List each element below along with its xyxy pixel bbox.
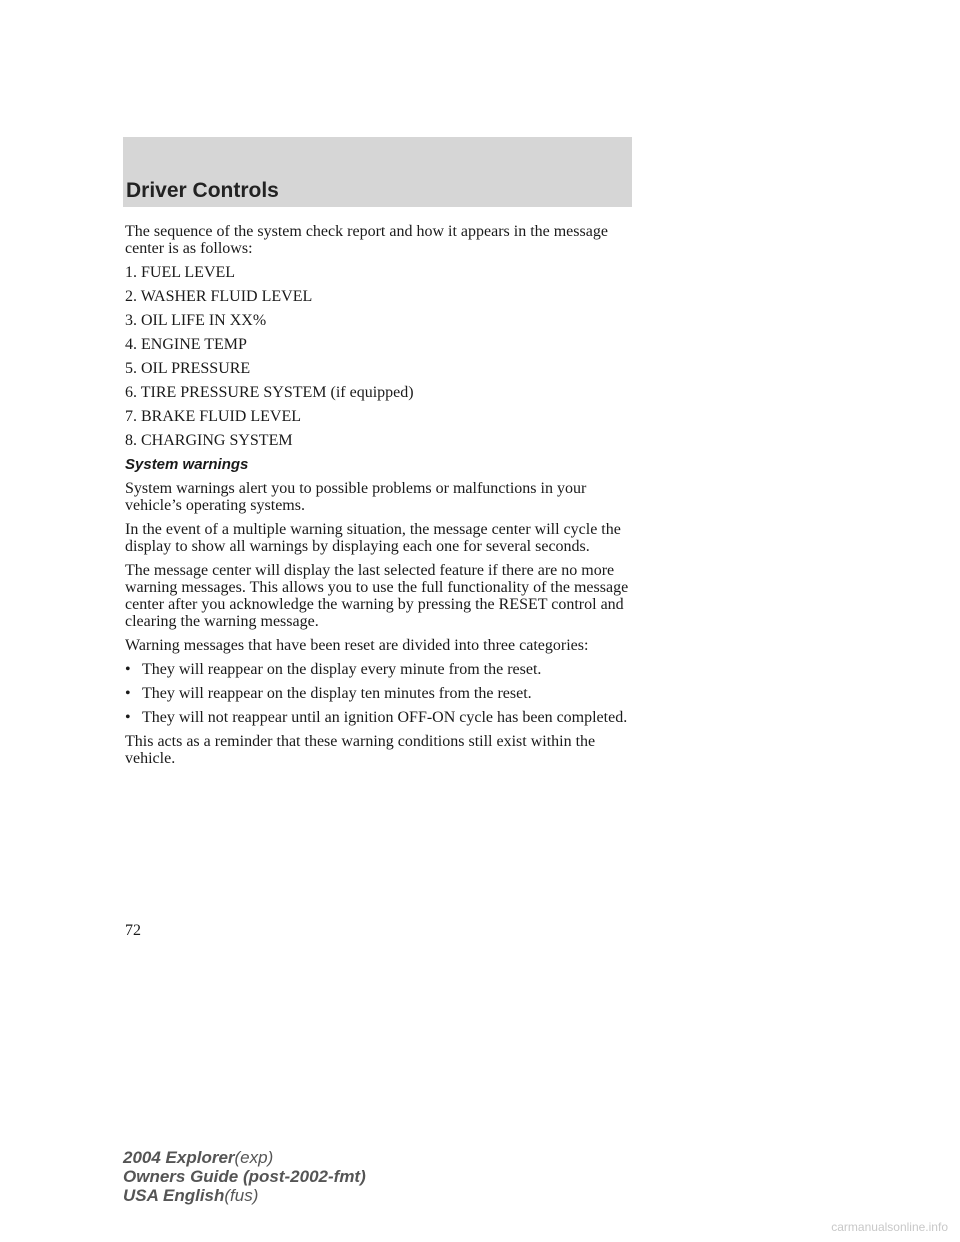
paragraph: In the event of a multiple warning situation, the message center will cycle the display to show all warnings by displaying each one for several seconds. — [125, 521, 621, 555]
bullet-list — [125, 661, 635, 726]
intro-paragraph: The sequence of the system check report and how it appears in the message center is as follows: — [125, 223, 608, 257]
bullet-item — [125, 661, 635, 678]
paragraph: System warnings alert you to possible problems or malfunctions in your vehicle’s operating systems. — [125, 480, 587, 514]
bullet-item — [125, 685, 635, 702]
page-number: 72 — [125, 922, 141, 939]
subheading-system-warnings: System warnings — [125, 456, 249, 473]
footer-line-model — [123, 1148, 366, 1167]
sequence-list — [125, 264, 635, 449]
document-footer — [123, 1148, 366, 1205]
sequence-item: 6. TIRE PRESSURE SYSTEM (if equipped) — [125, 384, 414, 401]
sequence-item: 8. CHARGING SYSTEM — [125, 432, 293, 449]
paragraph: The message center will display the last selected feature if there are no more warning messages. This allows you to use the full functionality of the message center after you acknowledge the warning by pressing the RESET control and clearing the warning message. — [125, 562, 629, 630]
bullet-icon: • — [125, 685, 131, 702]
section-title: Driver Controls — [126, 179, 279, 202]
bullet-text: They will reappear on the display ten minutes from the reset. — [142, 685, 532, 702]
page-content — [125, 223, 635, 774]
bullet-item — [125, 709, 635, 726]
footer-language-code: (fus) — [224, 1186, 259, 1205]
footer-guide: Owners Guide (post-2002-fmt) — [123, 1167, 366, 1186]
footer-model: 2004 Explorer — [123, 1148, 235, 1167]
sequence-item: 4. ENGINE TEMP — [125, 336, 247, 353]
sequence-item: 3. OIL LIFE IN XX% — [125, 312, 267, 329]
sequence-item: 1. FUEL LEVEL — [125, 264, 236, 281]
footer-line-language — [123, 1186, 366, 1205]
sequence-item: 7. BRAKE FLUID LEVEL — [125, 408, 301, 425]
paragraph: Warning messages that have been reset are divided into three categories: — [125, 637, 589, 654]
footer-model-code: (exp) — [234, 1148, 274, 1167]
sequence-item: 2. WASHER FLUID LEVEL — [125, 288, 313, 305]
footer-language: USA English — [123, 1186, 225, 1205]
bullet-text: They will not reappear until an ignition OFF-ON cycle has been completed. — [142, 709, 628, 726]
watermark: carmanualsonline.info — [831, 1220, 948, 1234]
closing-paragraph: This acts as a reminder that these warning conditions still exist within the vehicle. — [125, 733, 596, 767]
sequence-item: 5. OIL PRESSURE — [125, 360, 251, 377]
bullet-text: They will reappear on the display every minute from the reset. — [142, 661, 542, 678]
bullet-icon: • — [125, 661, 131, 678]
bullet-icon: • — [125, 709, 131, 726]
